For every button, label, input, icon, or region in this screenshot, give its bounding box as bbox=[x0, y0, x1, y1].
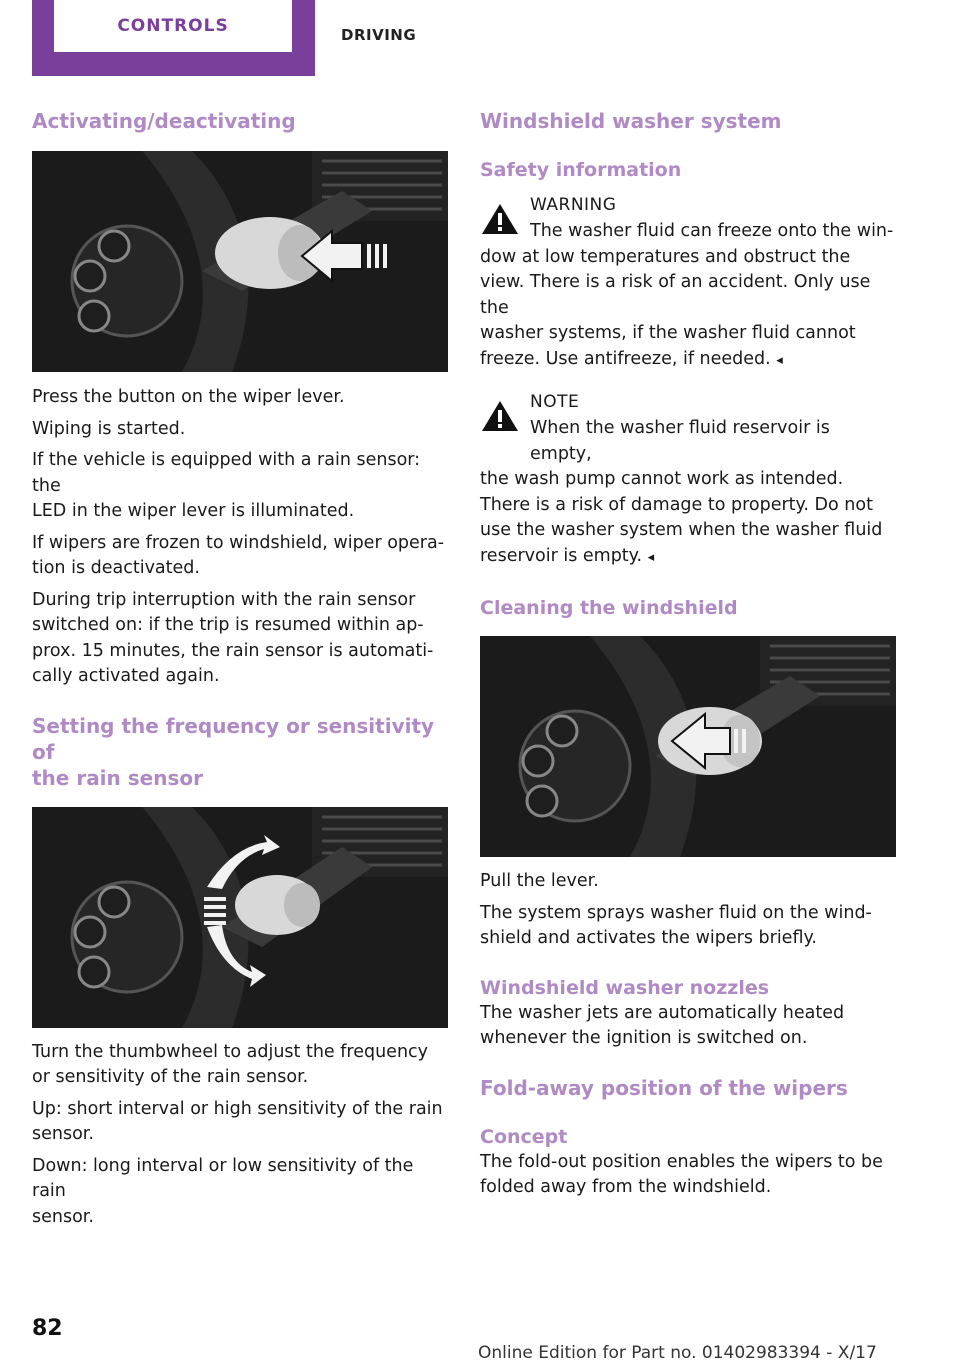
note-label: NOTE bbox=[530, 392, 580, 412]
header-tab-controls-box bbox=[54, 0, 292, 52]
para-trip-1: During trip interruption with the rain sensor bbox=[32, 589, 416, 610]
para-sprays-2: shield and activates the wipers briefly. bbox=[480, 928, 817, 948]
left-column bbox=[32, 108, 448, 1230]
right-column bbox=[480, 108, 896, 1201]
cleaning-heading: Cleaning the windshield bbox=[480, 597, 738, 619]
warning-triangle-icon bbox=[480, 202, 520, 236]
pull-lever-photo bbox=[480, 636, 896, 857]
para-trip-2: switched on: if the trip is resumed within ap‐ bbox=[32, 615, 424, 635]
header-tab-controls-label: CONTROLS bbox=[117, 16, 229, 36]
end-marker: ◂ bbox=[776, 352, 783, 368]
washer-heading: Windshield washer system bbox=[480, 109, 782, 133]
para-up-1: Up: short interval or high sensitivity of the rain bbox=[32, 1098, 443, 1119]
foldaway-heading: Fold-away position of the wipers bbox=[480, 1075, 848, 1100]
concept-heading: Concept bbox=[480, 1125, 568, 1148]
para-down-2: sensor. bbox=[32, 1206, 94, 1227]
warning-label: WARNING bbox=[530, 195, 617, 215]
para-trip-3: prox. 15 minutes, the rain sensor is automati‐ bbox=[32, 640, 434, 661]
para-frozen-2: tion is deactivated. bbox=[32, 558, 200, 578]
header-tab-controls[interactable] bbox=[32, 0, 315, 76]
note-text-2: the wash pump cannot work as intended. bbox=[480, 469, 844, 489]
para-nozzles-1: The washer jets are automatically heated bbox=[480, 1002, 845, 1023]
para-pull-lever: Pull the lever. bbox=[480, 871, 599, 891]
footer-edition: Online Edition for Part no. 01402983394 - X/17 bbox=[478, 1343, 877, 1362]
para-down-1: Down: long interval or low sensitivity of the rain bbox=[32, 1155, 414, 1201]
para-nozzles-2: whenever the ignition is switched on. bbox=[480, 1028, 808, 1048]
para-rain-sensor-led-1: If the vehicle is equipped with a rain sensor: the bbox=[32, 450, 421, 496]
warning-block bbox=[480, 194, 896, 245]
para-thumbwheel-1: Turn the thumbwheel to adjust the frequency bbox=[32, 1041, 429, 1062]
para-sprays-1: The system sprays washer fluid on the wind‐ bbox=[480, 902, 872, 923]
para-wiping-started: Wiping is started. bbox=[32, 418, 186, 439]
para-up-2: sensor. bbox=[32, 1124, 94, 1144]
note-block bbox=[480, 391, 896, 467]
para-trip-4: cally activated again. bbox=[32, 666, 220, 686]
para-rain-sensor-led-2: LED in the wiper lever is illuminated. bbox=[32, 501, 355, 521]
setting-heading-2: the rain sensor bbox=[32, 765, 203, 790]
setting-heading-1: Setting the frequency or sensitivity of bbox=[32, 713, 435, 764]
note-triangle-icon bbox=[480, 399, 520, 433]
warning-text-3: view. There is a risk of an accident. Only use the bbox=[480, 272, 871, 318]
nozzles-heading: Windshield washer nozzles bbox=[480, 976, 770, 999]
warning-text-4: washer systems, if the washer fluid cannot bbox=[480, 323, 856, 343]
para-concept-1: The fold-out position enables the wipers to be bbox=[480, 1151, 883, 1172]
page-number: 82 bbox=[32, 1316, 63, 1341]
wiper-button-photo bbox=[32, 151, 448, 372]
end-marker: ◂ bbox=[647, 549, 655, 565]
note-text-3: There is a risk of damage to property. Do not bbox=[480, 494, 873, 515]
activating-heading: Activating/deactivating bbox=[32, 109, 296, 133]
note-text-5: reservoir is empty. ◂ bbox=[480, 545, 655, 566]
note-text-4: use the washer system when the washer fluid bbox=[480, 520, 883, 540]
para-concept-2: folded away from the windshield. bbox=[480, 1177, 772, 1197]
para-frozen-1: If wipers are frozen to windshield, wiper opera‐ bbox=[32, 532, 445, 553]
warning-text-2: dow at low temperatures and obstruct the bbox=[480, 246, 851, 267]
thumbwheel-photo bbox=[32, 807, 448, 1028]
warning-text-5: freeze. Use antifreeze, if needed. ◂ bbox=[480, 348, 783, 369]
para-press-button: Press the button on the wiper lever. bbox=[32, 387, 345, 407]
header-tab-driving[interactable]: DRIVING bbox=[341, 26, 417, 44]
note-text-1: When the washer fluid reservoir is empty, bbox=[530, 418, 830, 464]
warning-text-1: The washer fluid can freeze onto the win‐ bbox=[530, 221, 894, 241]
para-thumbwheel-2: or sensitivity of the rain sensor. bbox=[32, 1067, 309, 1087]
safety-heading: Safety information bbox=[480, 159, 682, 181]
